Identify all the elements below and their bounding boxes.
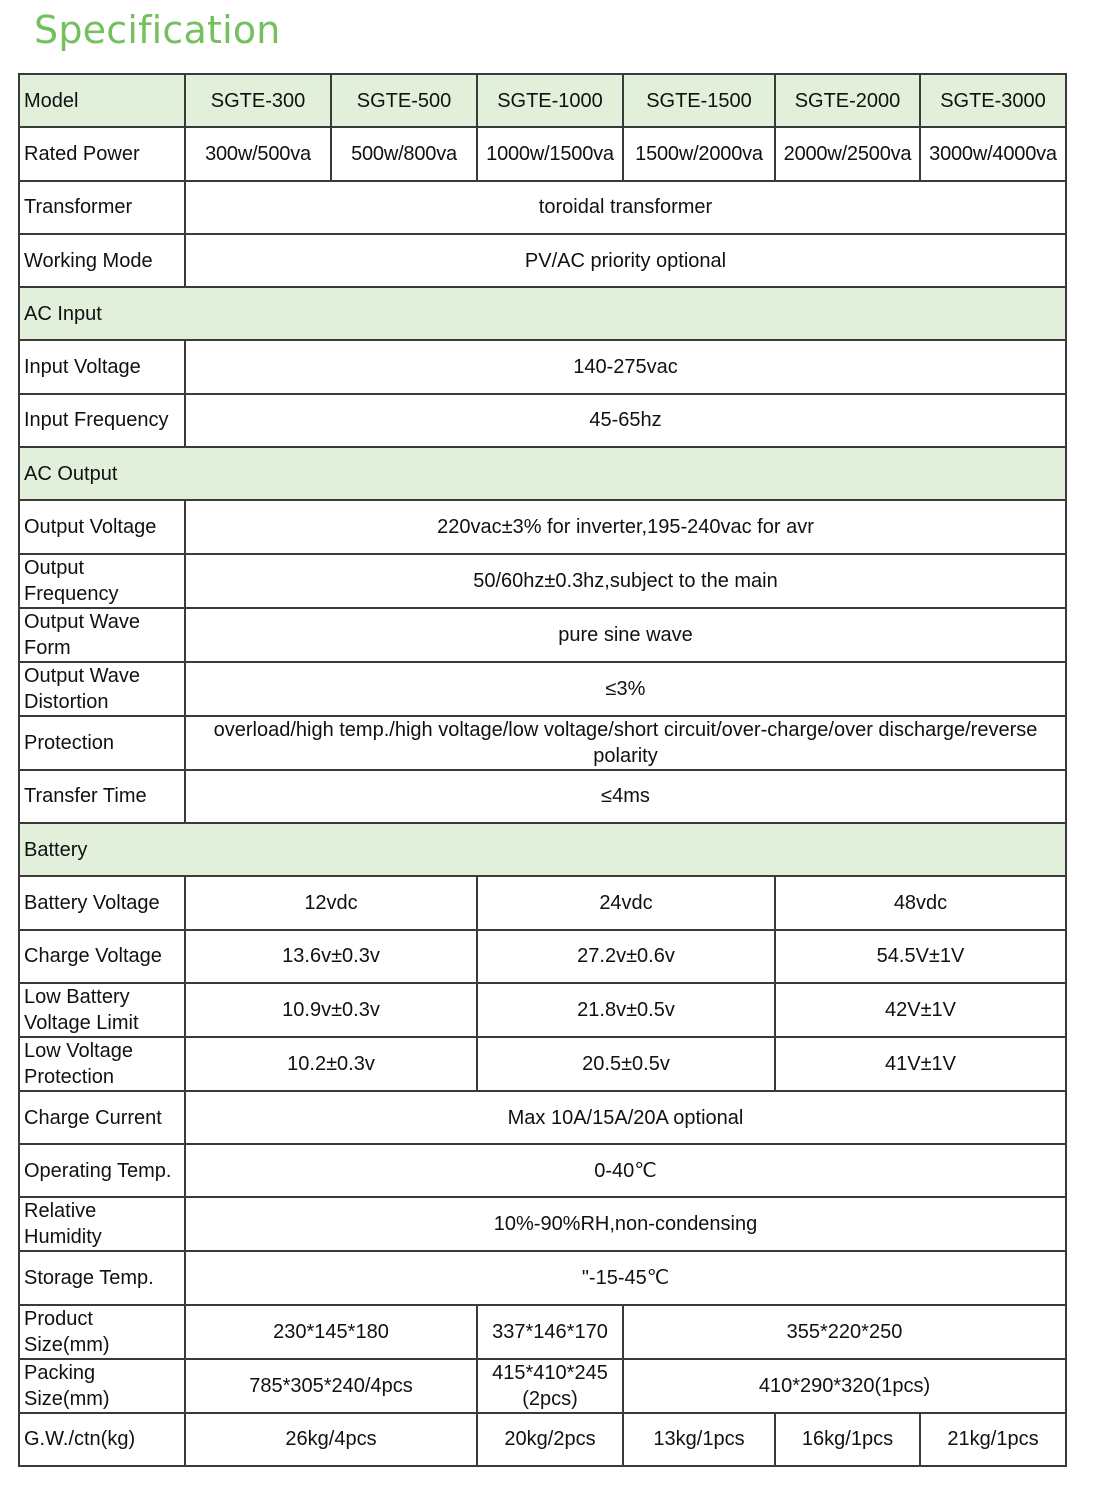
- row-label: [19, 1305, 185, 1359]
- table-row-operating-temp: [19, 1144, 1066, 1197]
- label-line: Size(mm): [24, 1387, 110, 1410]
- row-label: [19, 1037, 185, 1091]
- table-row-output-voltage: [19, 500, 1066, 553]
- table-row-relative-humidity: [19, 1197, 1066, 1251]
- gross-weight-cell: 26kg/4pcs: [185, 1413, 477, 1466]
- low-battery-cell: 10.9v±0.3v: [185, 983, 477, 1037]
- label-line: Product: [24, 1307, 93, 1330]
- row-label: Input Voltage: [19, 340, 185, 393]
- battery-voltage-cell: 12vdc: [185, 876, 477, 929]
- table-row-transfer-time: [19, 770, 1066, 823]
- row-label: [19, 554, 185, 608]
- model-cell: SGTE-1000: [477, 74, 623, 127]
- operating-temp-value: 0-40℃: [185, 1144, 1066, 1197]
- table-row-input-frequency: [19, 394, 1066, 447]
- label-line: Humidity: [24, 1226, 102, 1249]
- section-header-ac-input: [19, 287, 1066, 340]
- model-cell: SGTE-300: [185, 74, 331, 127]
- working-mode-value: PV/AC priority optional: [185, 234, 1066, 287]
- table-row-output-frequency: [19, 554, 1066, 608]
- row-label: Charge Voltage: [19, 930, 185, 983]
- table-row-output-wave-form: [19, 608, 1066, 662]
- charge-voltage-cell: 13.6v±0.3v: [185, 930, 477, 983]
- row-label: Protection: [19, 716, 185, 770]
- output-wave-form-value: pure sine wave: [185, 608, 1066, 662]
- value-line: (2pcs): [522, 1387, 578, 1410]
- row-label: [19, 1197, 185, 1251]
- label-line: Relative: [24, 1200, 97, 1223]
- label-line: Output Wave: [24, 664, 140, 687]
- row-label: Charge Current: [19, 1091, 185, 1144]
- gross-weight-cell: 13kg/1pcs: [623, 1413, 775, 1466]
- table-row-packing-size: [19, 1359, 1066, 1413]
- table-row-battery-voltage: [19, 876, 1066, 929]
- row-label: Operating Temp.: [19, 1144, 185, 1197]
- low-voltage-protection-cell: 10.2±0.3v: [185, 1037, 477, 1091]
- row-label: Transfer Time: [19, 770, 185, 823]
- protection-value: [185, 716, 1066, 770]
- label-line: Output Wave: [24, 610, 140, 633]
- packing-size-cell: 410*290*320(1pcs): [623, 1359, 1066, 1413]
- label-line: Form: [24, 636, 71, 659]
- output-voltage-value: 220vac±3% for inverter,195-240vac for avr: [185, 500, 1066, 553]
- label-line: Protection: [24, 1065, 115, 1088]
- charge-voltage-cell: 27.2v±0.6v: [477, 930, 775, 983]
- rated-power-cell: 300w/500va: [185, 127, 331, 180]
- gross-weight-cell: 20kg/2pcs: [477, 1413, 623, 1466]
- charge-current-value: Max 10A/15A/20A optional: [185, 1091, 1066, 1144]
- row-label: Working Mode: [19, 234, 185, 287]
- row-label: Transformer: [19, 181, 185, 234]
- table-row-working-mode: [19, 234, 1066, 287]
- input-voltage-value: 140-275vac: [185, 340, 1066, 393]
- label-line: Voltage Limit: [24, 1011, 139, 1034]
- low-battery-cell: 42V±1V: [775, 983, 1066, 1037]
- table-row-model: [19, 74, 1066, 127]
- charge-voltage-cell: 54.5V±1V: [775, 930, 1066, 983]
- row-label: Rated Power: [19, 127, 185, 180]
- battery-voltage-cell: 48vdc: [775, 876, 1066, 929]
- model-cell: SGTE-2000: [775, 74, 920, 127]
- packing-size-cell: 785*305*240/4pcs: [185, 1359, 477, 1413]
- row-label: Model: [19, 74, 185, 127]
- table-row-output-wave-distortion: [19, 662, 1066, 716]
- specification-table: [18, 73, 1067, 1467]
- table-row-product-size: [19, 1305, 1066, 1359]
- product-size-cell: 355*220*250: [623, 1305, 1066, 1359]
- table-row-rated-power: [19, 127, 1066, 180]
- value-line: overload/high temp./high voltage/low voltage/short circuit/over-charge/over discharge/reverse: [213, 718, 1038, 741]
- low-voltage-protection-cell: 20.5±0.5v: [477, 1037, 775, 1091]
- value-line: 415*410*245: [492, 1361, 608, 1384]
- row-label: [19, 608, 185, 662]
- label-line: Low Battery: [24, 985, 130, 1008]
- table-row-charge-voltage: [19, 930, 1066, 983]
- section-label: AC Output: [19, 447, 1066, 500]
- model-cell: SGTE-1500: [623, 74, 775, 127]
- section-header-ac-output: [19, 447, 1066, 500]
- gross-weight-cell: 21kg/1pcs: [920, 1413, 1066, 1466]
- output-frequency-value: 50/60hz±0.3hz,subject to the main: [185, 554, 1066, 608]
- low-battery-cell: 21.8v±0.5v: [477, 983, 775, 1037]
- label-line: Size(mm): [24, 1333, 110, 1356]
- table-row-transformer: [19, 181, 1066, 234]
- rated-power-cell: 500w/800va: [331, 127, 477, 180]
- row-label: Output Voltage: [19, 500, 185, 553]
- rated-power-cell: 2000w/2500va: [775, 127, 920, 180]
- relative-humidity-value: 10%-90%RH,non-condensing: [185, 1197, 1066, 1251]
- packing-size-cell: [477, 1359, 623, 1413]
- section-label: AC Input: [19, 287, 1066, 340]
- page-title: Specification: [34, 8, 281, 52]
- table-row-protection: [19, 716, 1066, 770]
- model-cell: SGTE-3000: [920, 74, 1066, 127]
- transformer-value: toroidal transformer: [185, 181, 1066, 234]
- row-label: G.W./ctn(kg): [19, 1413, 185, 1466]
- label-line: Frequency: [24, 582, 119, 605]
- output-wave-distortion-value: ≤3%: [185, 662, 1066, 716]
- table-row-low-battery-voltage-limit: [19, 983, 1066, 1037]
- rated-power-cell: 1500w/2000va: [623, 127, 775, 180]
- rated-power-cell: 3000w/4000va: [920, 127, 1066, 180]
- section-label: Battery: [19, 823, 1066, 876]
- label-line: Distortion: [24, 690, 109, 713]
- table-row-storage-temp: [19, 1251, 1066, 1304]
- battery-voltage-cell: 24vdc: [477, 876, 775, 929]
- row-label: [19, 662, 185, 716]
- rated-power-cell: 1000w/1500va: [477, 127, 623, 180]
- table-row-charge-current: [19, 1091, 1066, 1144]
- table-row-input-voltage: [19, 340, 1066, 393]
- input-frequency-value: 45-65hz: [185, 394, 1066, 447]
- label-line: Output: [24, 556, 85, 579]
- value-line: polarity: [593, 744, 658, 767]
- model-cell: SGTE-500: [331, 74, 477, 127]
- label-line: Packing: [24, 1361, 96, 1384]
- table-row-gross-weight: [19, 1413, 1066, 1466]
- table-row-low-voltage-protection: [19, 1037, 1066, 1091]
- row-label: Input Frequency: [19, 394, 185, 447]
- label-line: Low Voltage: [24, 1039, 133, 1062]
- row-label: Storage Temp.: [19, 1251, 185, 1304]
- section-header-battery: [19, 823, 1066, 876]
- row-label: Battery Voltage: [19, 876, 185, 929]
- product-size-cell: 337*146*170: [477, 1305, 623, 1359]
- row-label: [19, 983, 185, 1037]
- gross-weight-cell: 16kg/1pcs: [775, 1413, 920, 1466]
- storage-temp-value: "-15-45℃: [185, 1251, 1066, 1304]
- transfer-time-value: ≤4ms: [185, 770, 1066, 823]
- product-size-cell: 230*145*180: [185, 1305, 477, 1359]
- row-label: [19, 1359, 185, 1413]
- low-voltage-protection-cell: 41V±1V: [775, 1037, 1066, 1091]
